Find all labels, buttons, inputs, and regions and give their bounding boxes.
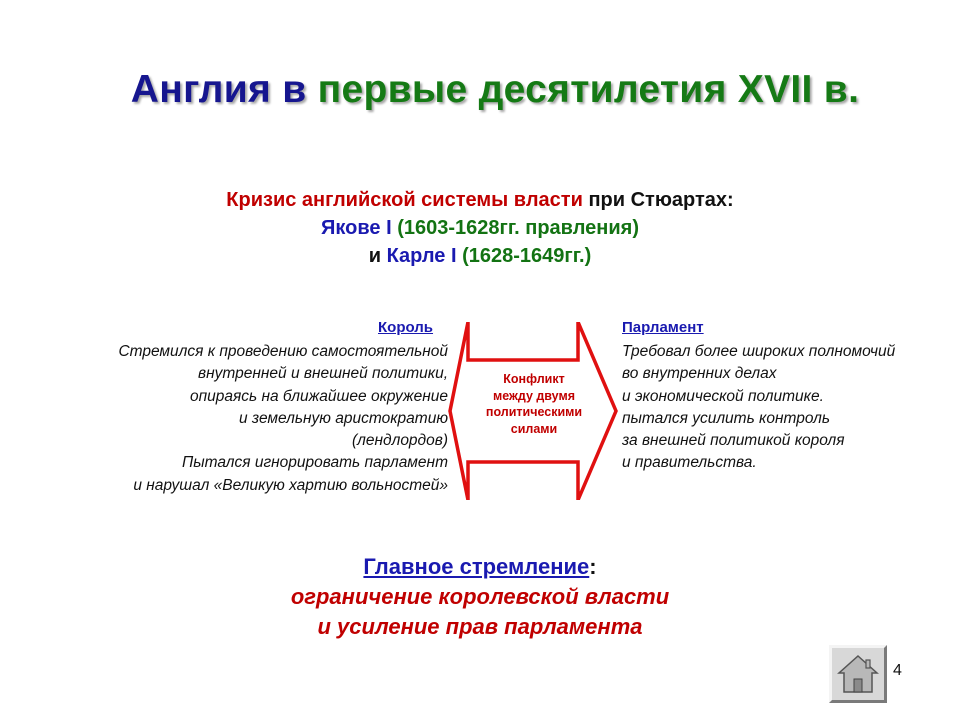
goal-label: Главное стремление — [363, 554, 590, 579]
parliament-heading: Парламент — [622, 319, 704, 336]
parliament-line: пытался усилить контроль — [622, 409, 831, 427]
goal-line-2: и усиление прав парламента — [317, 614, 643, 639]
conflict-line: политическими — [485, 405, 583, 419]
crisis-line-1 — [0, 186, 960, 214]
king-line: опираясь на ближайшее окружение — [189, 387, 448, 405]
parliament-line: и правительства. — [622, 454, 757, 472]
king-line: и нарушал «Великую хартию вольностей» — [133, 476, 448, 494]
conflict-label — [452, 371, 616, 437]
conflict-line: силами — [510, 421, 558, 436]
home-icon — [836, 653, 880, 695]
conflict-line: между двумя — [492, 388, 576, 403]
james-dates: (1603-1628гг. правления) — [397, 217, 639, 239]
charles-dates: (1628-1649гг.) — [462, 245, 592, 267]
and-word: и — [368, 245, 387, 267]
home-button[interactable] — [829, 645, 887, 703]
title-part-2: первые десятилетия XVII в. — [317, 68, 860, 111]
goal-line-1: ограничение королевской власти — [290, 584, 670, 609]
crisis-heading: Кризис английской системы власти — [226, 189, 589, 211]
main-goal — [0, 552, 960, 642]
crisis-block — [0, 186, 960, 270]
king-line: внутренней и внешней политики, — [197, 365, 448, 383]
title-part-1: Англия в — [130, 68, 318, 111]
conflict-line: Конфликт — [503, 372, 565, 386]
king-line: и земельную аристократию — [239, 409, 448, 427]
parliament-line: Требовал более широких полномочий — [622, 343, 896, 360]
goal-colon: : — [589, 554, 597, 579]
king-line: Стремился к проведению самостоятельной — [118, 343, 448, 360]
parliament-line: во внутренних делах — [622, 365, 777, 383]
slide-title — [0, 68, 960, 112]
crisis-line-3 — [0, 242, 960, 270]
page-number: 4 — [893, 662, 902, 679]
crisis-heading-suffix: при Стюартах: — [588, 189, 734, 211]
parliament-line: за внешней политикой короля — [622, 432, 845, 450]
crisis-line-2 — [0, 214, 960, 242]
charles-name: Карле I — [386, 245, 463, 267]
parliament-line: и экономической политике. — [622, 387, 824, 405]
king-line: Пытался игнорировать парламент — [181, 454, 448, 472]
king-heading: Король — [378, 319, 434, 336]
king-description — [20, 341, 448, 497]
james-name: Якове I — [321, 217, 398, 239]
king-line: (лендлордов) — [351, 432, 448, 450]
parliament-description — [622, 341, 960, 475]
goal-heading — [0, 552, 960, 582]
